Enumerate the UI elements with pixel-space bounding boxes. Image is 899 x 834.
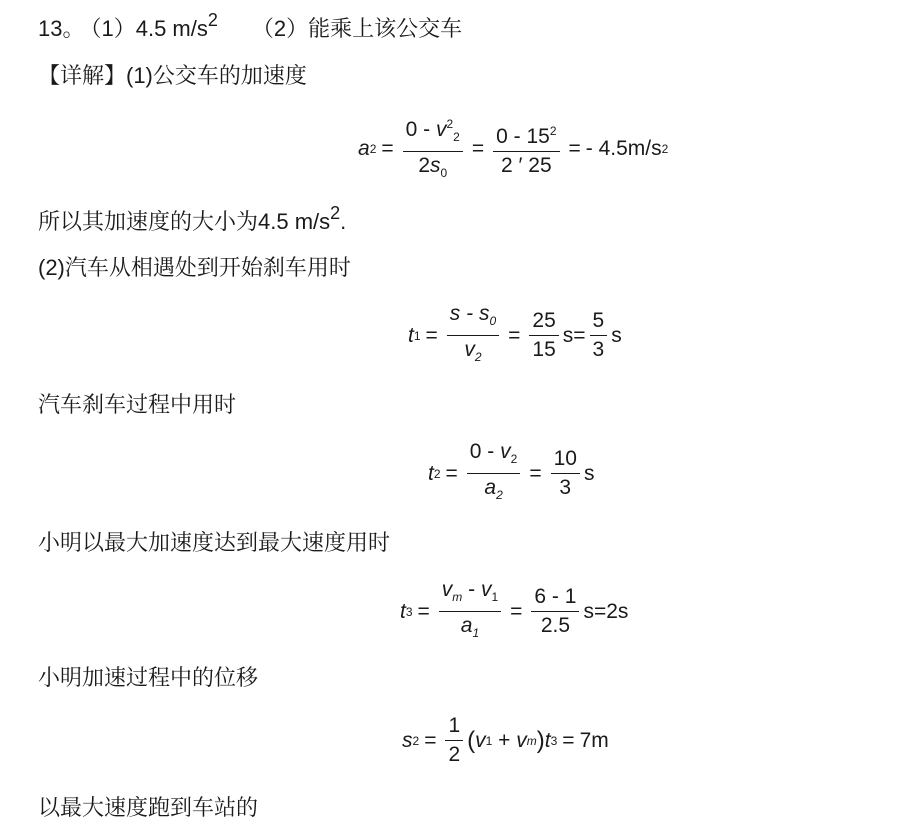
eq3-frac1-den bbox=[481, 474, 505, 507]
eq1-fraction-1 bbox=[403, 112, 463, 185]
eq3-frac2-num: 10 bbox=[551, 447, 580, 474]
eq5-var-s-sub: 2 bbox=[412, 733, 420, 748]
eq3-unit: s bbox=[583, 461, 595, 485]
eq5-left-paren: ( bbox=[467, 726, 476, 754]
eq5-equals-2: = bbox=[562, 728, 575, 752]
eq5-fraction bbox=[445, 714, 463, 767]
eq1-frac1-den bbox=[415, 152, 450, 185]
eq5-v1-sub: 1 bbox=[485, 733, 493, 748]
equation-t1 bbox=[408, 302, 622, 369]
eq2-equals: = bbox=[425, 323, 438, 347]
eq2-unit-2: s bbox=[611, 323, 622, 347]
eq5-result: 7m bbox=[579, 728, 609, 752]
eq5-t: t bbox=[544, 728, 551, 752]
eq2-fraction-2 bbox=[529, 309, 558, 362]
solution-part-2-intro: (2)汽车从相遇处到开始刹车用时 bbox=[38, 255, 351, 280]
eq5-right-paren: ) bbox=[536, 726, 545, 754]
eq5-vm-sub: m bbox=[526, 733, 537, 748]
eq5-frac-num: 1 bbox=[445, 714, 463, 741]
equation-t2 bbox=[428, 440, 594, 507]
eq4-frac1-num bbox=[439, 578, 501, 612]
eq1-frac1-num-sub: 2 bbox=[453, 130, 460, 145]
eq4-fraction-2 bbox=[531, 585, 579, 638]
eq4-frac1-den-text: a bbox=[460, 614, 473, 638]
eq4-frac1-num-vm: v bbox=[441, 578, 453, 601]
eq5-plus: + bbox=[492, 728, 517, 752]
max-speed-run-intro: 以最大速度跑到车站的 bbox=[38, 795, 259, 820]
eq2-frac1-den-sub: 2 bbox=[474, 350, 482, 365]
eq1-frac1-den-s: s bbox=[430, 154, 441, 178]
eq2-unit-1: s= bbox=[562, 323, 586, 347]
eq4-var-t: t bbox=[400, 599, 406, 623]
eq5-frac-den: 2 bbox=[448, 743, 461, 766]
eq2-fraction-3 bbox=[590, 309, 608, 362]
eq1-frac1-num-text: 0 - bbox=[405, 118, 436, 141]
eq4-var-t-sub: 3 bbox=[405, 604, 413, 619]
eq1-equals-3: = bbox=[568, 136, 581, 160]
eq4-unit: s=2s bbox=[583, 599, 629, 623]
separator: 。 bbox=[62, 16, 85, 41]
braking-time-intro: 汽车刹车过程中用时 bbox=[38, 392, 237, 417]
acceleration-magnitude-text: 所以其加速度的大小为4.5 m/s bbox=[38, 209, 331, 234]
eq3-var-t-sub: 2 bbox=[433, 466, 441, 481]
eq3-var-t: t bbox=[428, 461, 434, 485]
eq3-frac1-den-text: a bbox=[484, 476, 497, 500]
eq1-var-a-sub: 2 bbox=[369, 141, 377, 156]
eq1-frac2-num bbox=[493, 119, 559, 152]
eq4-equals-2: = bbox=[510, 599, 523, 623]
eq2-frac1-den bbox=[461, 336, 484, 369]
answer-header bbox=[38, 6, 462, 43]
acceleration-magnitude bbox=[38, 199, 346, 236]
acceleration-magnitude-exponent: 2 bbox=[330, 203, 341, 223]
eq3-frac1-num bbox=[467, 440, 521, 474]
equation-acceleration bbox=[358, 112, 668, 185]
max-accel-time-intro: 小明以最大加速度达到最大速度用时 bbox=[38, 530, 391, 555]
eq5-var-s: s bbox=[402, 728, 413, 752]
eq3-equals-2: = bbox=[529, 461, 542, 485]
eq2-frac3-den: 3 bbox=[592, 338, 605, 362]
eq4-frac2-num: 6 - 1 bbox=[531, 585, 579, 612]
eq4-frac1-num-v1-sub: 1 bbox=[491, 590, 499, 605]
eq5-vm: v bbox=[516, 728, 527, 752]
eq4-frac1-den bbox=[458, 612, 482, 645]
equation-s2 bbox=[402, 714, 609, 767]
eq4-equals: = bbox=[417, 599, 430, 623]
eq1-frac1-num bbox=[403, 112, 463, 152]
eq1-equals: = bbox=[381, 136, 394, 160]
eq1-frac1-den-sub: 0 bbox=[440, 166, 448, 181]
answer-part-2: （2）能乘上该公交车 bbox=[251, 16, 463, 41]
eq2-frac2-den: 15 bbox=[532, 338, 556, 362]
eq2-var-t: t bbox=[408, 323, 414, 347]
eq1-frac2-num-sup: 2 bbox=[549, 124, 557, 139]
eq4-frac1-num-v1: v bbox=[480, 578, 492, 601]
eq3-frac1-num-v: v bbox=[500, 440, 511, 463]
equation-t3 bbox=[400, 578, 628, 645]
eq1-result-sup: 2 bbox=[661, 141, 669, 156]
eq1-fraction-2 bbox=[493, 119, 559, 178]
eq5-v1: v bbox=[475, 728, 486, 752]
eq1-equals-2: = bbox=[471, 136, 485, 160]
eq2-equals-2: = bbox=[508, 323, 521, 347]
eq2-frac1-num bbox=[447, 302, 499, 336]
eq1-result: - 4.5m/s bbox=[585, 136, 662, 160]
eq2-frac3-num: 5 bbox=[590, 309, 608, 336]
eq1-frac1-num-v: v bbox=[435, 118, 447, 141]
eq4-frac1-minus: - bbox=[462, 578, 481, 601]
accel-displacement-intro: 小明加速过程中的位移 bbox=[38, 665, 259, 690]
eq2-frac1-num-sub: 0 bbox=[489, 314, 497, 329]
eq3-frac1-den-sub: 2 bbox=[496, 488, 503, 503]
eq2-frac1-den-text: v bbox=[464, 338, 475, 362]
answer-part-1: （1）4.5 m/s bbox=[90, 16, 208, 41]
eq3-frac1-num-text: 0 - bbox=[469, 440, 501, 463]
eq4-fraction-1 bbox=[439, 578, 501, 645]
eq2-var-t-sub: 1 bbox=[413, 328, 421, 343]
eq1-var-a: a bbox=[358, 136, 370, 160]
question-number: 13 bbox=[38, 16, 63, 41]
eq2-frac1-num-text: s - s bbox=[449, 302, 490, 325]
answer-part-1-exponent: 2 bbox=[207, 10, 218, 30]
eq2-frac2-num: 25 bbox=[529, 309, 558, 336]
eq1-frac2-num-text: 0 - 15 bbox=[496, 125, 550, 149]
eq4-frac2-den: 2.5 bbox=[540, 614, 571, 638]
acceleration-magnitude-period: . bbox=[340, 209, 347, 234]
eq3-frac2-den: 3 bbox=[559, 476, 572, 500]
eq4-frac1-den-sub: 1 bbox=[472, 626, 480, 641]
eq4-frac1-num-vm-sub: m bbox=[452, 590, 463, 605]
eq1-frac1-num-sup: 2 bbox=[446, 117, 454, 131]
eq3-fraction-2 bbox=[551, 447, 580, 500]
solution-intro: 【详解】(1)公交车的加速度 bbox=[38, 63, 307, 88]
eq3-frac1-num-sub: 2 bbox=[510, 452, 518, 467]
eq3-equals: = bbox=[445, 461, 458, 485]
eq5-t-sub: 3 bbox=[550, 733, 558, 748]
eq3-fraction-1 bbox=[467, 440, 521, 507]
eq1-frac2-den: 2 ′ 25 bbox=[500, 154, 552, 178]
eq2-fraction-1 bbox=[447, 302, 499, 369]
eq1-frac1-den-text: 2 bbox=[418, 154, 430, 178]
eq5-equals: = bbox=[424, 728, 437, 752]
